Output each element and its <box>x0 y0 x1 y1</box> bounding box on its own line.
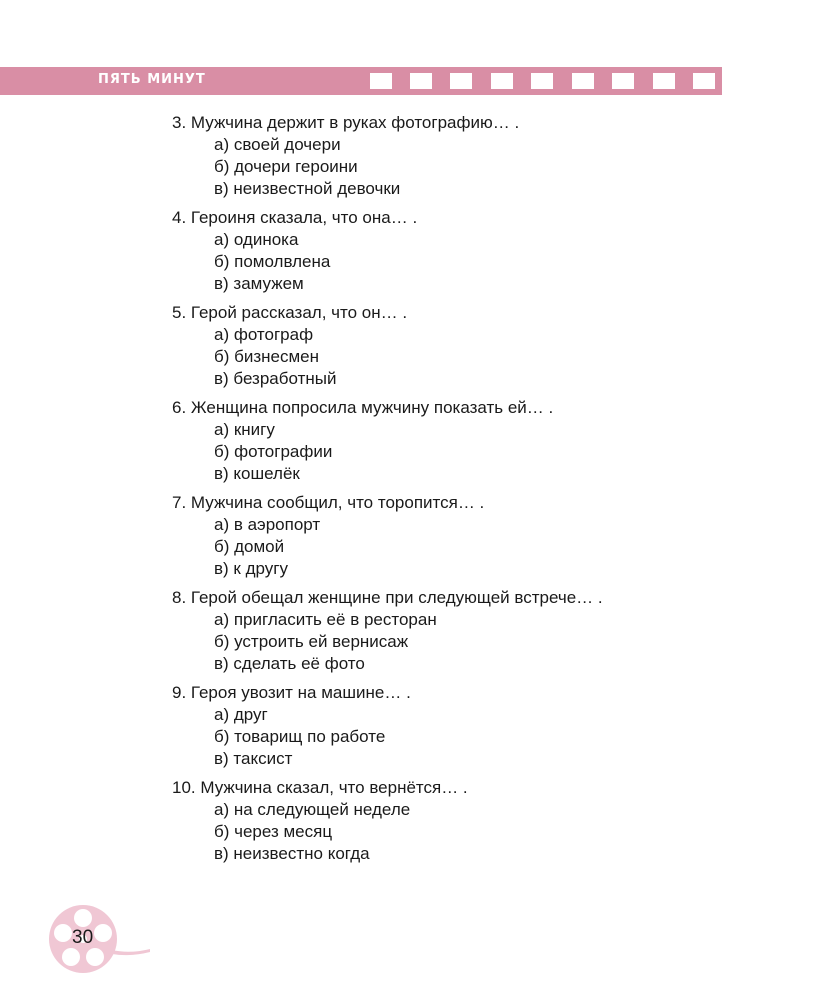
answer-option: б) через месяц <box>214 822 333 841</box>
answer-option: в) сделать её фото <box>214 654 365 673</box>
answer-option: б) товарищ по работе <box>214 727 386 746</box>
answer-option: а) одинока <box>214 230 299 249</box>
question-text: 6. Женщина попросила мужчину показать ей… . <box>172 398 554 417</box>
question <box>172 207 732 295</box>
film-frame <box>450 73 472 89</box>
question <box>172 397 732 485</box>
section-title: ПЯТЬ МИНУТ <box>98 72 206 87</box>
answer-option: в) к другу <box>214 559 288 578</box>
question-text: 10. Мужчина сказал, что вернётся… . <box>172 778 468 797</box>
answer-option: а) фотограф <box>214 325 314 344</box>
question-list <box>172 112 732 872</box>
film-frame <box>491 73 513 89</box>
header-band <box>0 67 722 95</box>
answer-option: б) домой <box>214 537 285 556</box>
question-text: 3. Мужчина держит в руках фотографию… . <box>172 113 520 132</box>
question-text: 8. Герой обещал женщине при следующей встрече… . <box>172 588 603 607</box>
answer-option: а) книгу <box>214 420 275 439</box>
question <box>172 777 732 865</box>
answer-option: б) бизнесмен <box>214 347 320 366</box>
question <box>172 112 732 200</box>
film-frame <box>531 73 553 89</box>
answer-option: в) таксист <box>214 749 293 768</box>
question-text: 5. Герой рассказал, что он… . <box>172 303 408 322</box>
answer-option: в) безработный <box>214 369 337 388</box>
film-frame <box>653 73 675 89</box>
answer-option: в) кошелёк <box>214 464 300 483</box>
answer-option: а) друг <box>214 705 268 724</box>
answer-option: в) замужем <box>214 274 304 293</box>
film-frame <box>410 73 432 89</box>
answer-option: в) неизвестной девочки <box>214 179 401 198</box>
film-tail-decoration <box>112 944 152 958</box>
film-frame <box>612 73 634 89</box>
question <box>172 492 732 580</box>
question <box>172 302 732 390</box>
answer-option: а) на следующей неделе <box>214 800 411 819</box>
question-text: 4. Героиня сказала, что она… . <box>172 208 418 227</box>
answer-option: а) своей дочери <box>214 135 341 154</box>
answer-option: а) пригласить её в ресторан <box>214 610 437 629</box>
film-frame <box>693 73 715 89</box>
answer-option: б) помолвлена <box>214 252 331 271</box>
answer-option: б) фотографии <box>214 442 333 461</box>
question <box>172 682 732 770</box>
answer-option: б) дочери героини <box>214 157 358 176</box>
film-frame <box>370 73 392 89</box>
question-text: 7. Мужчина сообщил, что торопится… . <box>172 493 485 512</box>
answer-option: б) устроить ей вернисаж <box>214 632 409 651</box>
page-number: 30 <box>72 927 94 948</box>
answer-option: а) в аэропорт <box>214 515 321 534</box>
question-text: 9. Героя увозит на машине… . <box>172 683 411 702</box>
question <box>172 587 732 675</box>
film-frame <box>572 73 594 89</box>
answer-option: в) неизвестно когда <box>214 844 370 863</box>
